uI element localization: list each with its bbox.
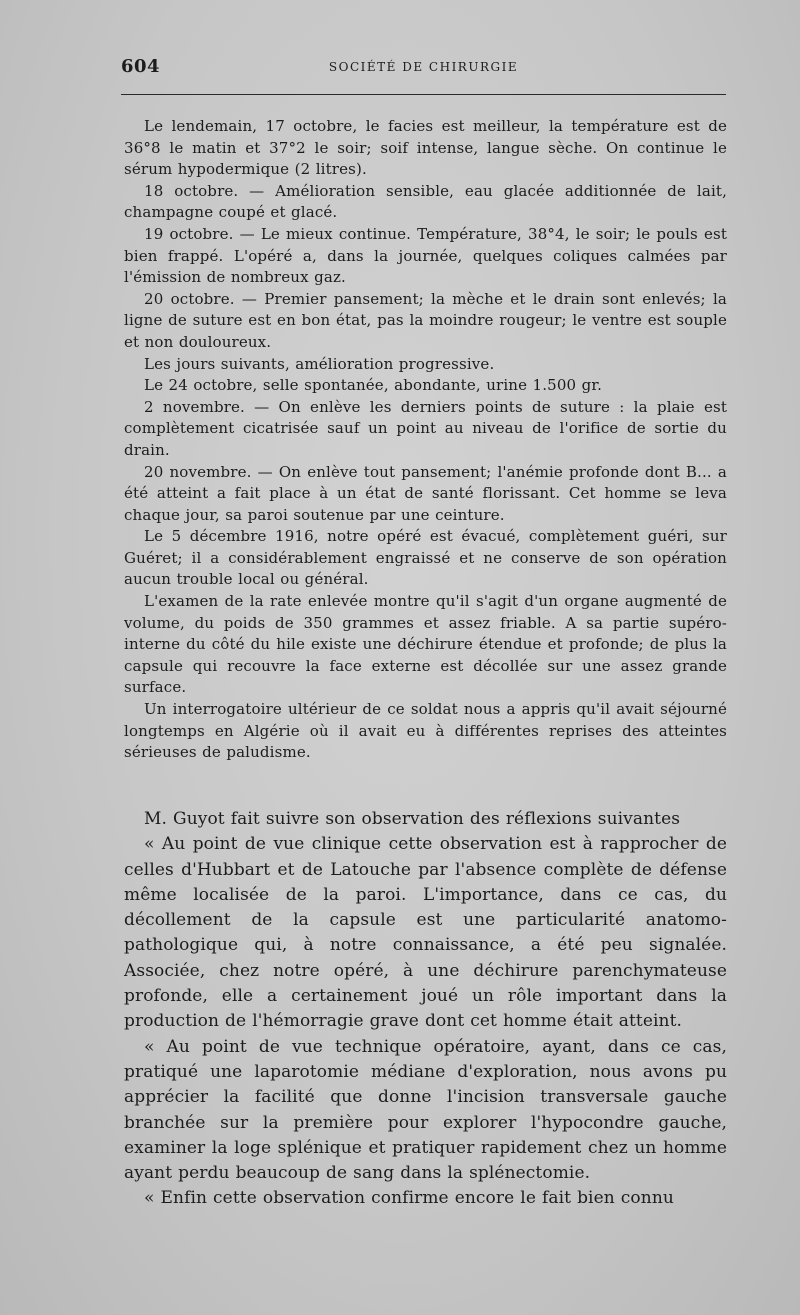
paragraph-conclusion: « Enfin cette observation confirme encore le fait bien connu: [144, 1188, 674, 1209]
paragraph-spleen-exam: L'examen de la rate enlevée montre qu'il s'agit d'un organe augmenté de volume, du poids de 350 grammes et assez friable. A sa partie supéro-interne du côté du hile existe une déchirure étendue et profonde; de plus la capsule qui recouvre la face externe est décollée sur une assez grande surface.: [124, 592, 727, 697]
paragraph-oct-24: Le 24 octobre, selle spontanée, abondante, urine 1.500 gr.: [144, 376, 602, 395]
paragraph-technique: « Au point de vue technique opératoire, ayant, dans ce cas, pratiqué une laparotomie médiane d'exploration, nous avons pu apprécier la facilité que donne l'incision transversale gauche branchée sur la première pour explorer l'hypocondre gauche, examiner la loge splénique et pratiquer rapidement chez un homme ayant perdu beaucoup de sang dans la splénectomie.: [124, 1036, 727, 1184]
paragraph-dec-5: Le 5 décembre 1916, notre opéré est évacué, complètement guéri, sur Guéret; il a considérablement engraissé et ne conserve de son opération aucun trouble local ou général.: [124, 527, 727, 589]
paragraph-oct-18: 18 octobre. — Amélioration sensible, eau glacée additionnée de lait, champagne coupé et glacé.: [124, 181, 727, 222]
paragraph-oct-20: 20 octobre. — Premier pansement; la mèche et le drain sont enlevés; la ligne de suture est en bon état, pas la moindre rougeur; le ventre est souple et non douloureux.: [124, 289, 727, 351]
observation-section: [124, 116, 727, 764]
paragraph-oct-19: 19 octobre. — Le mieux continue. Température, 38°4, le soir; le pouls est bien frappé. L'opéré a, dans la journée, quelques coliques calmées par l'émission de nombreux gaz.: [124, 224, 727, 287]
paragraph-following-days: Les jours suivants, amélioration progressive.: [144, 354, 495, 373]
paragraph-nov-20: 20 novembre. — On enlève tout pansement; l'anémie profonde dont B... a été atteint a fait place à un état de santé florissant. Cet homme se leva chaque jour, sa paroi soutenue par une ceinture.: [124, 462, 727, 524]
header-rule: [121, 94, 726, 95]
paragraph-clinical: « Au point de vue clinique cette observation est à rapprocher de celles d'Hubbart et de Latouche par l'absence complète de défense même localisée de la paroi. L'importance, dans ce cas, du décollement de la capsule est une particularité anatomo-pathologique qui, à notre connaissance, a été peu signalée. Associée, chez notre opéré, à une déchirure parenchymateuse profonde, elle a certainement joué un rôle important dans la production de l'hémorragie grave dont cet homme était atteint.: [124, 834, 727, 1032]
paragraph-reflections-intro: M. Guyot fait suivre son observation des réflexions suivantes: [144, 809, 681, 829]
paragraph-interrogation: Un interrogatoire ultérieur de ce soldat nous a appris qu'il avait séjourné longtemps en Algérie où il avait eu à différentes reprises des atteintes sérieuses de paludisme.: [124, 700, 727, 762]
page-number: 604: [121, 56, 161, 77]
running-title: SOCIÉTÉ DE CHIRURGIE: [328, 60, 519, 74]
reflections-section: [124, 807, 727, 1212]
paragraph-oct-17: Le lendemain, 17 octobre, le facies est meilleur, la température est de 36°8 le matin et 37°2 le soir; soif intense, langue sèche. On continue le sérum hypodermique (2 litres).: [124, 117, 727, 179]
paragraph-nov-2: 2 novembre. — On enlève les derniers points de suture : la plaie est complètement cicatrisée sauf un point au niveau de l'orifice de sortie du drain.: [124, 397, 727, 459]
page-header: [121, 54, 726, 84]
